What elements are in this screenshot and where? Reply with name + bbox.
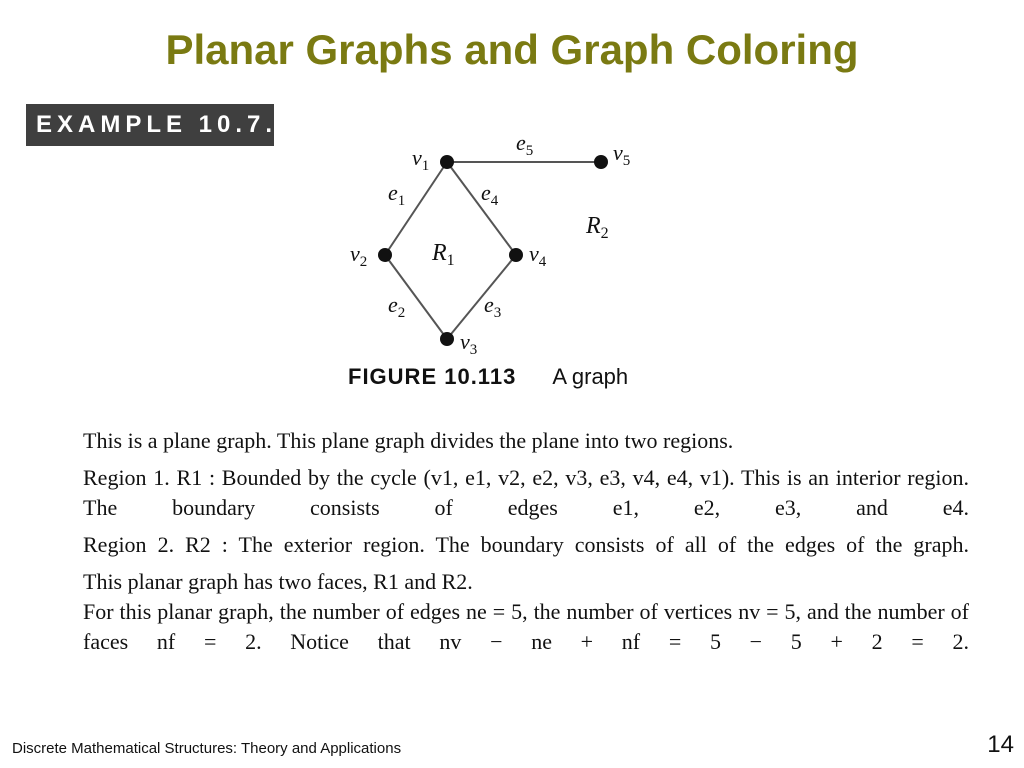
paragraph-euler-formula: For this planar graph, the number of edges ne = 5, the number of vertices nv = 5, and the number of faces nf = 2. Notice that nv − ne + nf = 5 − 5 + 2 = 2. — [83, 599, 969, 654]
vertex-v2 — [378, 248, 392, 262]
footer-text: Discrete Mathematical Structures: Theory and Applications — [12, 740, 402, 757]
figure-number: FIGURE 10.113 — [348, 364, 517, 389]
vertex-v5 — [594, 155, 608, 169]
edge-e4 — [447, 162, 516, 255]
example-label: EXAMPLE 10.7.4 — [26, 104, 274, 146]
paragraph-region-2: Region 2. R2 : The exterior region. The boundary consists of all of the edges of the graph. — [83, 532, 969, 557]
edge-label-e4: $e_4$ — [481, 180, 499, 209]
edge-label-e3: $e_3$ — [484, 292, 502, 321]
region-label-r2: $R_2$ — [586, 213, 609, 242]
paragraph-plane-graph: This is a plane graph. This plane graph divides the plane into two regions. — [83, 428, 734, 453]
vertex-v3 — [440, 332, 454, 346]
edge-e3 — [447, 255, 516, 339]
figure-caption-text: A graph — [552, 364, 629, 389]
vertex-label-v4: $v_4$ — [529, 241, 547, 270]
edge-label-e2: $e_2$ — [388, 292, 406, 321]
vertex-labels — [350, 140, 630, 358]
vertex-v1 — [440, 155, 454, 169]
region-label-r1: $R_1$ — [432, 240, 455, 269]
vertex-label-v3: $v_3$ — [460, 329, 478, 358]
paragraph-region-1: Region 1. R1 : Bounded by the cycle (v1, e1, v2, e2, v3, e3, v4, e4, v1). This is an interior region. The boundary consists of edges e1, e2, e3, and e4. — [83, 465, 969, 520]
vertex-label-v2: $v_2$ — [350, 241, 368, 270]
graph-diagram — [330, 125, 670, 365]
vertex-label-v1: $v_1$ — [412, 145, 430, 174]
page-number: 14 — [987, 731, 1014, 758]
edge-label-e1: $e_1$ — [388, 180, 406, 209]
slide-title: Planar Graphs and Graph Coloring — [165, 26, 859, 73]
figure-caption — [348, 364, 628, 390]
vertex-v4 — [509, 248, 523, 262]
edge-labels — [388, 130, 533, 321]
paragraph-faces: This planar graph has two faces, R1 and R2. — [83, 569, 473, 594]
vertex-label-v5: $v_5$ — [613, 140, 631, 169]
explanation-text — [83, 426, 969, 657]
edge-label-e5: $e_5$ — [516, 130, 534, 159]
